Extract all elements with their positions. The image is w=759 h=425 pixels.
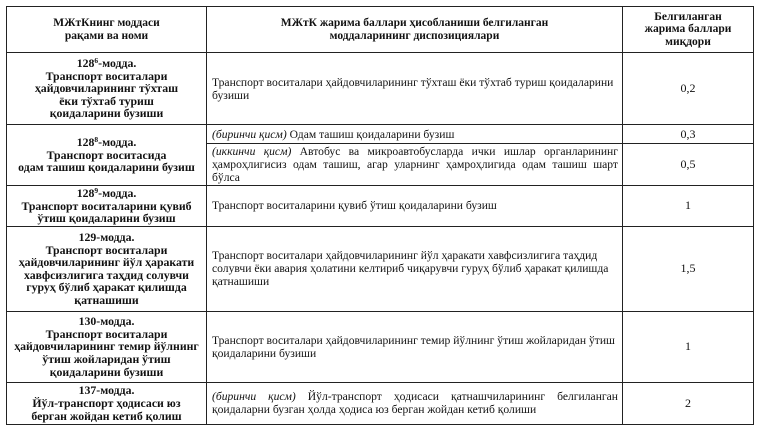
points-cell: 1 [623,186,754,227]
article-cell: 137-модда. Йўл-транспорт ҳодисаси юз берган жойдан кетиб қолиш [7,382,207,424]
article-cell: $128^9$-модда. Транспорт воситаларини қувиб ўтиш қоидаларини бузиш [7,186,207,227]
points-cell: 2 [623,382,754,424]
disposition-cell: (биринчи қисм) Одам ташиш қоидаларини бузиш [207,125,623,144]
table-row [7,226,754,311]
points-cell: 1,5 [623,226,754,311]
table-row [7,125,754,144]
article-cell: 130-модда. Транспорт воситалари ҳайдовчиларининг темир йўлнинг ўтиш жойларидан ўтиш қоидаларини бузиши [7,311,207,382]
header-points: Белгиланган жарима баллари миқдори [623,7,754,53]
table-row [7,53,754,125]
article-cell: $128^6$-модда. Транспорт воситалари ҳайдовчиларининг тўхташ ёки тўхтаб туриш қоидаларини бузиши [7,53,207,125]
disposition-cell: (иккинчи қисм) Автобус ва микроавтобусларда ички ишлар органларининг ҳамроҳлигисиз одам ташиш, агар уларнинг ҳамроҳлигида одам ташиш шарт бўлса [207,144,623,186]
disposition-cell: Транспорт воситалари ҳайдовчиларининг йўл ҳаракати хавфсизлигига таҳдид солувчи ёки авария ҳолатини келтириб чиқарувчи гуруҳ бўлиб ҳаракат қилишда қатнашиши [207,226,623,311]
points-cell: 0,3 [623,125,754,144]
table-row [7,382,754,424]
table-row [7,311,754,382]
header-article: МЖтКнинг моддаси рақами ва номи [7,7,207,53]
disposition-cell: Транспорт воситалари ҳайдовчиларининг тўхташ ёки тўхтаб туриш қоидаларини бузиши [207,53,623,125]
header-disposition: МЖтК жарима баллари ҳисобланиши белгиланган моддаларининг диспозициялари [207,7,623,53]
article-cell: 129-модда. Транспорт воситалари ҳайдовчиларининг йўл ҳаракати хавфсизлигига таҳдид солувчи гуруҳ бўлиб ҳаракат қилишда қатнашиши [7,226,207,311]
penalty-points-table [6,6,754,425]
disposition-cell: Транспорт воситалари ҳайдовчиларининг темир йўлнинг ўтиш жойларидан ўтиш қоидаларини бузиши [207,311,623,382]
points-cell: 0,5 [623,144,754,186]
disposition-cell: (биринчи қисм) Йўл-транспорт ҳодисаси қатнашчиларининг белгиланган қоидаларни бузган ҳолда ҳодиса юз берган жойдан кетиб қолиши [207,382,623,424]
points-cell: 0,2 [623,53,754,125]
table-row [7,186,754,227]
table-header-row [7,7,754,53]
disposition-cell: Транспорт воситаларини қувиб ўтиш қоидаларини бузиш [207,186,623,227]
article-cell: $128^8$-модда. Транспорт воситасида одам ташиш қоидаларини бузиш [7,125,207,186]
points-cell: 1 [623,311,754,382]
